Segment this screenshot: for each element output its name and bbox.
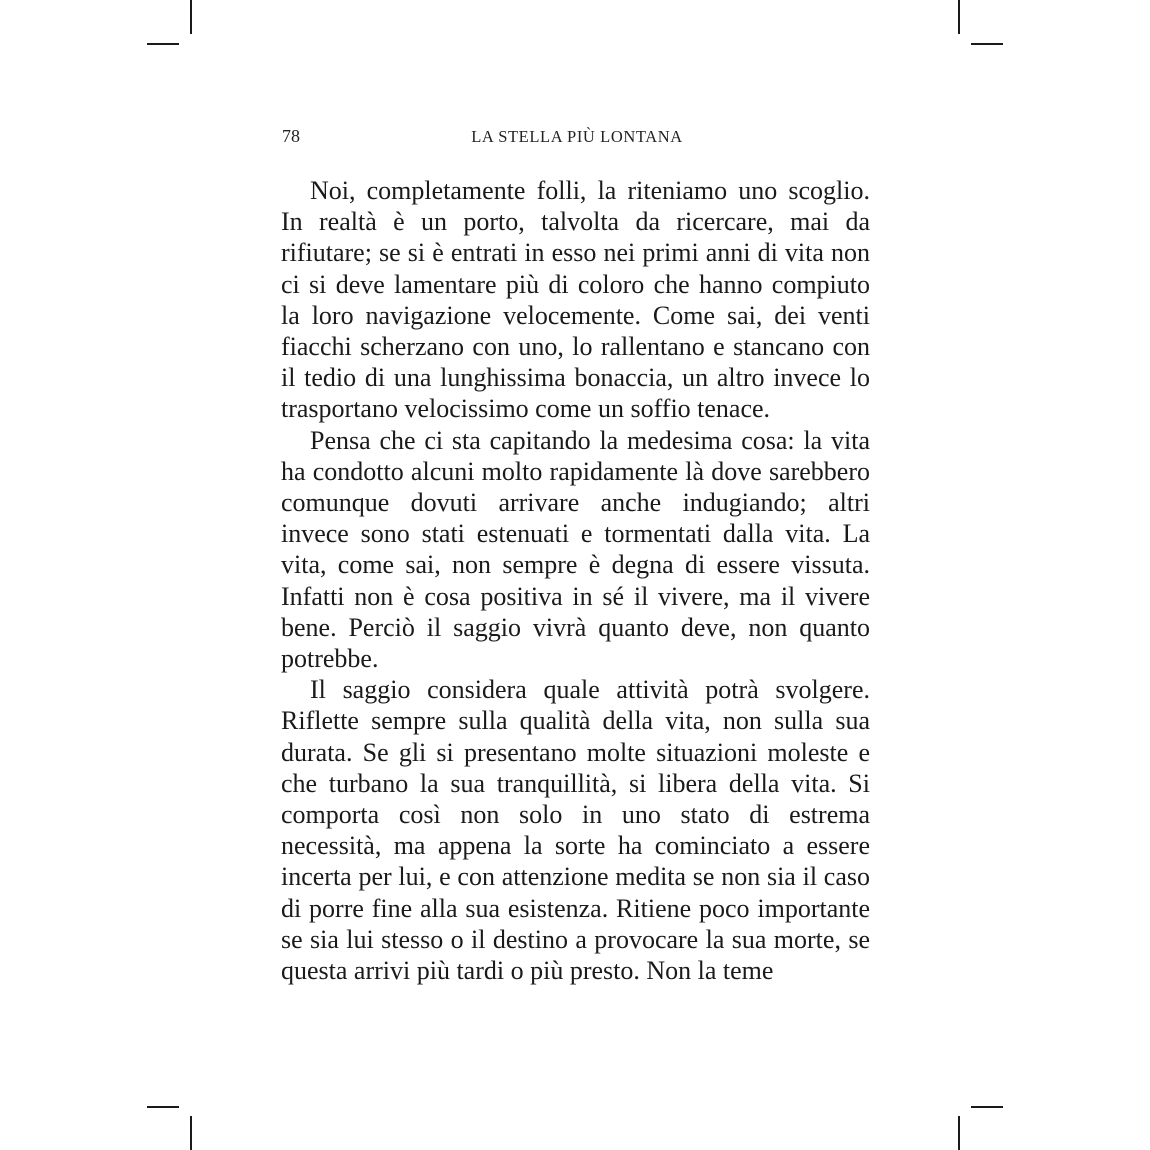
- paragraph: Noi, completamente folli, la riteniamo uno scoglio. In realtà è un porto, talvolta da ricercare, mai da rifiutare; se si è entrati in esso nei primi anni di vita non ci si deve lamentare più di coloro che hanno compiuto la loro navigazione velocemente. Come sai, dei venti fiacchi scherzano con uno, lo rallentano e stancano con il tedio di una lunghissima bonaccia, un altro invece lo trasportano velocissimo come un soffio tenace.: [281, 176, 870, 424]
- running-title: LA STELLA PIÙ LONTANA: [471, 127, 683, 146]
- crop-mark-top-left-vertical: [190, 0, 192, 34]
- page-number: 78: [282, 126, 300, 146]
- paragraph: Il saggio considera quale attività potrà svolgere. Riflette sempre sulla qualità della vita, non sulla sua durata. Se gli si presentano molte situazioni moleste e che turbano la sua tranquillità, si libera della vita. Si comporta così non solo in uno stato di estrema necessità, ma appena la sorte ha cominciato a essere incerta per lui, e con attenzione medita se non sia il caso di porre fine alla sua esistenza. Ritiene poco importante se sia lui stesso o il destino a provocare la sua morte, se questa arrivi più tardi o più presto. Non la teme: [281, 675, 870, 986]
- paragraph: Pensa che ci sta capitando la medesima cosa: la vita ha condotto alcuni molto rapidamente là dove sarebbero comunque dovuti arrivare anche indugiando; altri invece sono stati estenuati e tormentati dalla vita. La vita, come sai, non sempre è degna di essere vissuta. Infatti non è cosa positiva in sé il vivere, ma il vivere bene. Perciò il saggio vivrà quanto deve, non quanto potrebbe.: [281, 425, 870, 674]
- body-text: [281, 175, 870, 986]
- crop-mark-top-right-horizontal: [971, 43, 1003, 45]
- running-header: [282, 126, 872, 152]
- crop-mark-bottom-left-horizontal: [147, 1106, 179, 1108]
- crop-mark-bottom-left-vertical: [190, 1116, 192, 1150]
- crop-mark-bottom-right-vertical: [958, 1116, 960, 1150]
- crop-mark-top-left-horizontal: [147, 43, 179, 45]
- crop-mark-top-right-vertical: [958, 0, 960, 34]
- crop-mark-bottom-right-horizontal: [971, 1106, 1003, 1108]
